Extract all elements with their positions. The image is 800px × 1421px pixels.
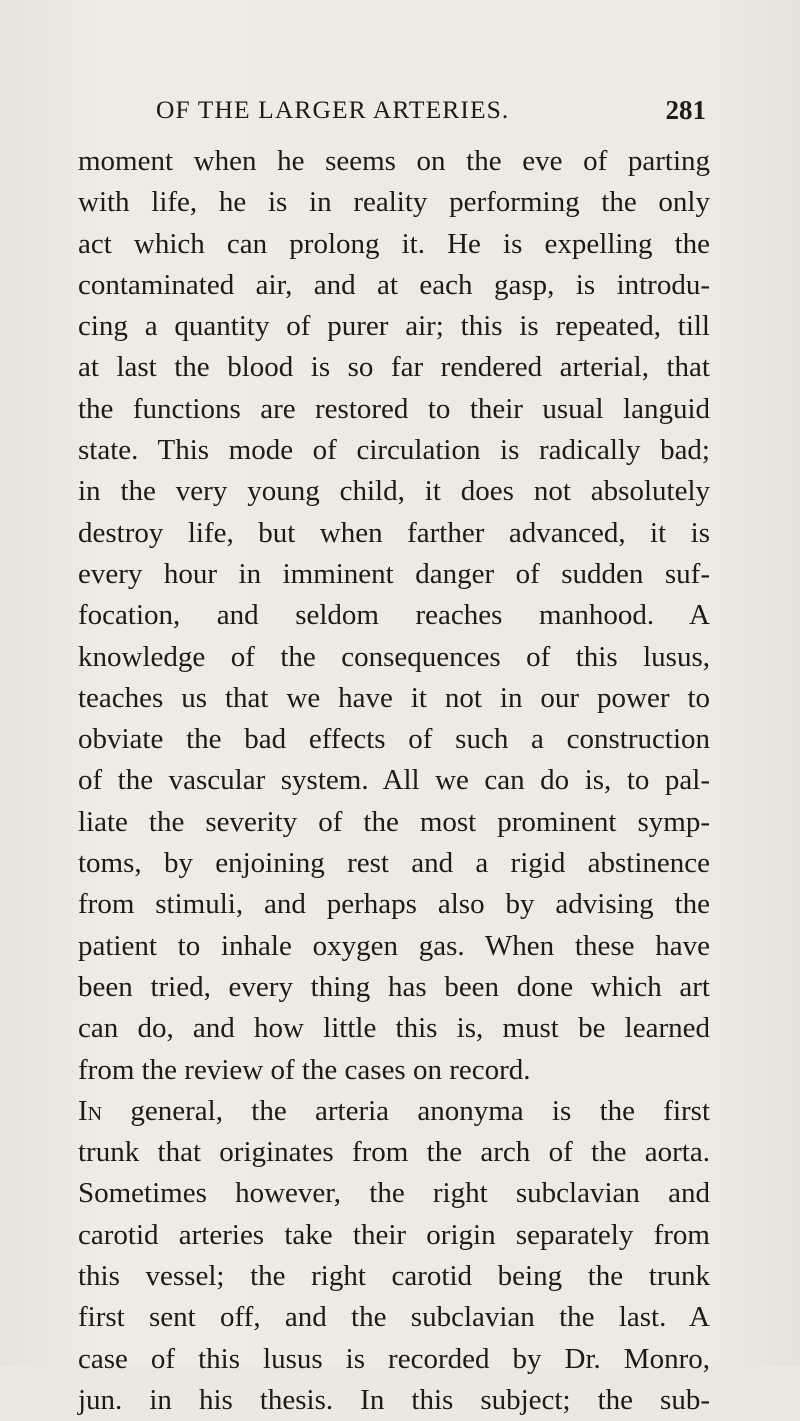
- text-line: been tried, every thing has been done which art: [78, 970, 710, 1003]
- body-text: [78, 141, 710, 1421]
- text-line: teaches us that we have it not in our power to: [78, 681, 710, 714]
- text-line: this vessel; the right carotid being the trunk: [78, 1260, 710, 1293]
- text-line: at last the blood is so far rendered arterial, that: [78, 351, 710, 384]
- text-line: state. This mode of circulation is radically bad;: [78, 434, 710, 467]
- text-line: the functions are restored to their usual languid: [78, 392, 710, 425]
- text-line: every hour in imminent danger of sudden suf-: [78, 557, 710, 590]
- text-line: trunk that originates from the arch of the aorta.: [78, 1136, 710, 1169]
- text-line: can do, and how little this is, must be learned: [78, 1012, 710, 1045]
- text-line: Sometimes however, the right subclavian and: [78, 1177, 710, 1210]
- text-line: with life, he is in reality performing the only: [78, 186, 710, 219]
- text-line: patient to inhale oxygen gas. When these have: [78, 929, 710, 962]
- text-line-rest: general, the arteria anonyma is the first: [130, 1094, 710, 1127]
- text-line: of the vascular system. All we can do is, to pal-: [78, 764, 710, 797]
- text-line: destroy life, but when farther advanced, it is: [78, 516, 710, 549]
- text-line: from stimuli, and perhaps also by advising the: [78, 888, 710, 921]
- text-line: liate the severity of the most prominent symp-: [78, 805, 710, 838]
- text-line: in the very young child, it does not absolutely: [78, 475, 710, 508]
- text-line: carotid arteries take their origin separately from: [78, 1218, 710, 1251]
- text-line: case of this lusus is recorded by Dr. Monro,: [78, 1342, 710, 1375]
- text-line: moment when he seems on the eve of parting: [78, 145, 710, 177]
- text-line: knowledge of the consequences of this lusus,: [78, 640, 710, 673]
- text-line: cing a quantity of purer air; this is repeated, till: [78, 310, 710, 343]
- text-line: focation, and seldom reaches manhood. A: [78, 599, 710, 632]
- text-line: toms, by enjoining rest and a rigid abstinence: [78, 847, 710, 880]
- paragraph-start-line: [78, 1091, 710, 1132]
- text-line: jun. in his thesis. In this subject; the sub-: [78, 1383, 710, 1416]
- paragraph-opening-word: In: [78, 1094, 103, 1127]
- paragraph-end-line: from the review of the cases on record.: [78, 1053, 531, 1086]
- text-line: obviate the bad effects of such a construction: [78, 723, 710, 756]
- running-title: OF THE LARGER ARTERIES.: [156, 95, 510, 124]
- text-line: first sent off, and the subclavian the last. A: [78, 1301, 710, 1334]
- page-number: 281: [665, 95, 706, 125]
- running-head: [156, 93, 706, 127]
- text-line: act which can prolong it. He is expelling the: [78, 227, 710, 260]
- text-line: contaminated air, and at each gasp, is introdu-: [78, 268, 710, 301]
